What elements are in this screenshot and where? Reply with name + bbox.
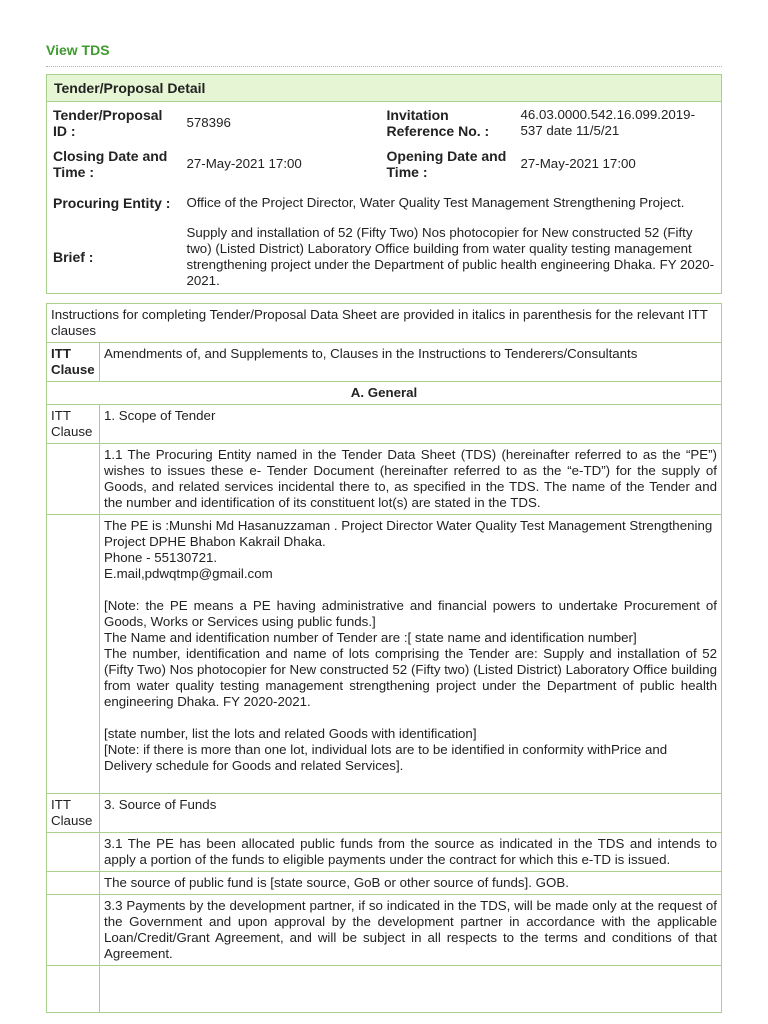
itt-clause-label: ITT Clause — [47, 794, 100, 833]
invitation-label: Invitation Reference No. : — [386, 106, 490, 139]
pe-lots: The number, identification and name of lots comprising the Tender are: Supply and installation of 52 (Fifty Two) Nos photocopier for New constructed 52 (Fifty two) (Listed District) Laboratory Office building from water quality testing management strengthening project under the Department of public health engineering Dhaka. FY 2020-2021. — [104, 646, 717, 709]
closing-label: Closing Date and Time : — [53, 147, 168, 180]
funds-title: 3. Source of Funds — [100, 794, 722, 833]
funds-3-1: 3.1 The PE has been allocated public funds from the source as indicated in the TDS and intends to apply a portion of the funds to eligible payments under the contract for which this e-TD is issued. — [100, 833, 722, 872]
scope-1-1: 1.1 The Procuring Entity named in the Tender Data Sheet (TDS) (hereinafter referred to as the “PE”) wishes to issues these e- Tender Document (hereinafter referred to as the “e-TD”) for the supply of Goods, and related services incidental there to, as specified in the TDS. The name of the Tender and the number and identification of its constituent lot(s) are stated in the TDS. — [100, 444, 722, 515]
scope-title: 1. Scope of Tender — [100, 405, 722, 444]
section-general: A. General — [47, 382, 722, 405]
page-title: View TDS — [46, 42, 110, 58]
itt-clause-label: ITT Clause — [47, 405, 100, 444]
pe-details-cell — [100, 515, 722, 794]
detail-header: Tender/Proposal Detail — [47, 75, 722, 102]
brief-label: Brief : — [53, 249, 94, 266]
pe-phone: Phone - 55130721. — [104, 550, 218, 565]
invitation-value: 46.03.0000.542.16.099.2019-537 date 11/5/21 — [520, 106, 695, 138]
closing-value: 27-May-2021 17:00 — [186, 155, 302, 171]
entity-label: Procuring Entity : — [53, 194, 171, 211]
entity-value: Office of the Project Director, Water Quality Test Management Strengthening Project. — [186, 194, 685, 210]
tds-table — [46, 303, 722, 1013]
opening-value: 27-May-2021 17:00 — [520, 155, 636, 171]
tender-id-value: 578396 — [186, 114, 231, 130]
pe-line: The PE is :Munshi Md Hasanuzzaman . Project Director Water Quality Test Management Strengthening Project DPHE Bhabon Kakrail Dhaka. — [104, 518, 713, 549]
pe-email: E.mail,pdwqtmp@gmail.com — [104, 566, 273, 581]
tender-detail-table — [46, 74, 722, 294]
pe-note-lots: [Note: if there is more than one lot, individual lots are to be identified in conformity withPrice and Delivery schedule for Goods and related Services]. — [104, 742, 668, 773]
amendments-header: Amendments of, and Supplements to, Clauses in the Instructions to Tenderers/Consultants — [100, 343, 722, 382]
title-divider — [46, 66, 722, 67]
brief-value: Supply and installation of 52 (Fifty Two) Nos photocopier for New constructed 52 (Fifty two) (Listed District) Laboratory Office building from water quality testing management strengthening project under the Department of public health engineering Dhaka. FY 2020-2021. — [186, 225, 715, 289]
opening-label: Opening Date and Time : — [386, 147, 507, 180]
funds-3-3: 3.3 Payments by the development partner, if so indicated in the TDS, will be made only at the request of the Government and upon approval by the development partner in accordance with the applicable Loan/Credit/Grant Agreement, and will be subject in all respects to the terms and conditions of that Agreement. — [100, 895, 722, 966]
pe-name-id: The Name and identification number of Tender are :[ state name and identification number] — [104, 630, 637, 645]
itt-clause-header: ITT Clause — [47, 343, 100, 382]
pe-state-number: [state number, list the lots and related Goods with identification] — [104, 726, 477, 741]
instructions-text: Instructions for completing Tender/Proposal Data Sheet are provided in italics in parenthesis for the relevant ITT clauses — [47, 304, 722, 343]
pe-note: [Note: the PE means a PE having administrative and financial powers to undertake Procurement of Goods, Works or Services using public funds.] — [104, 598, 717, 629]
funds-source: The source of public fund is [state source, GoB or other source of funds]. GOB. — [100, 872, 722, 895]
tender-id-label: Tender/Proposal ID : — [53, 106, 163, 139]
